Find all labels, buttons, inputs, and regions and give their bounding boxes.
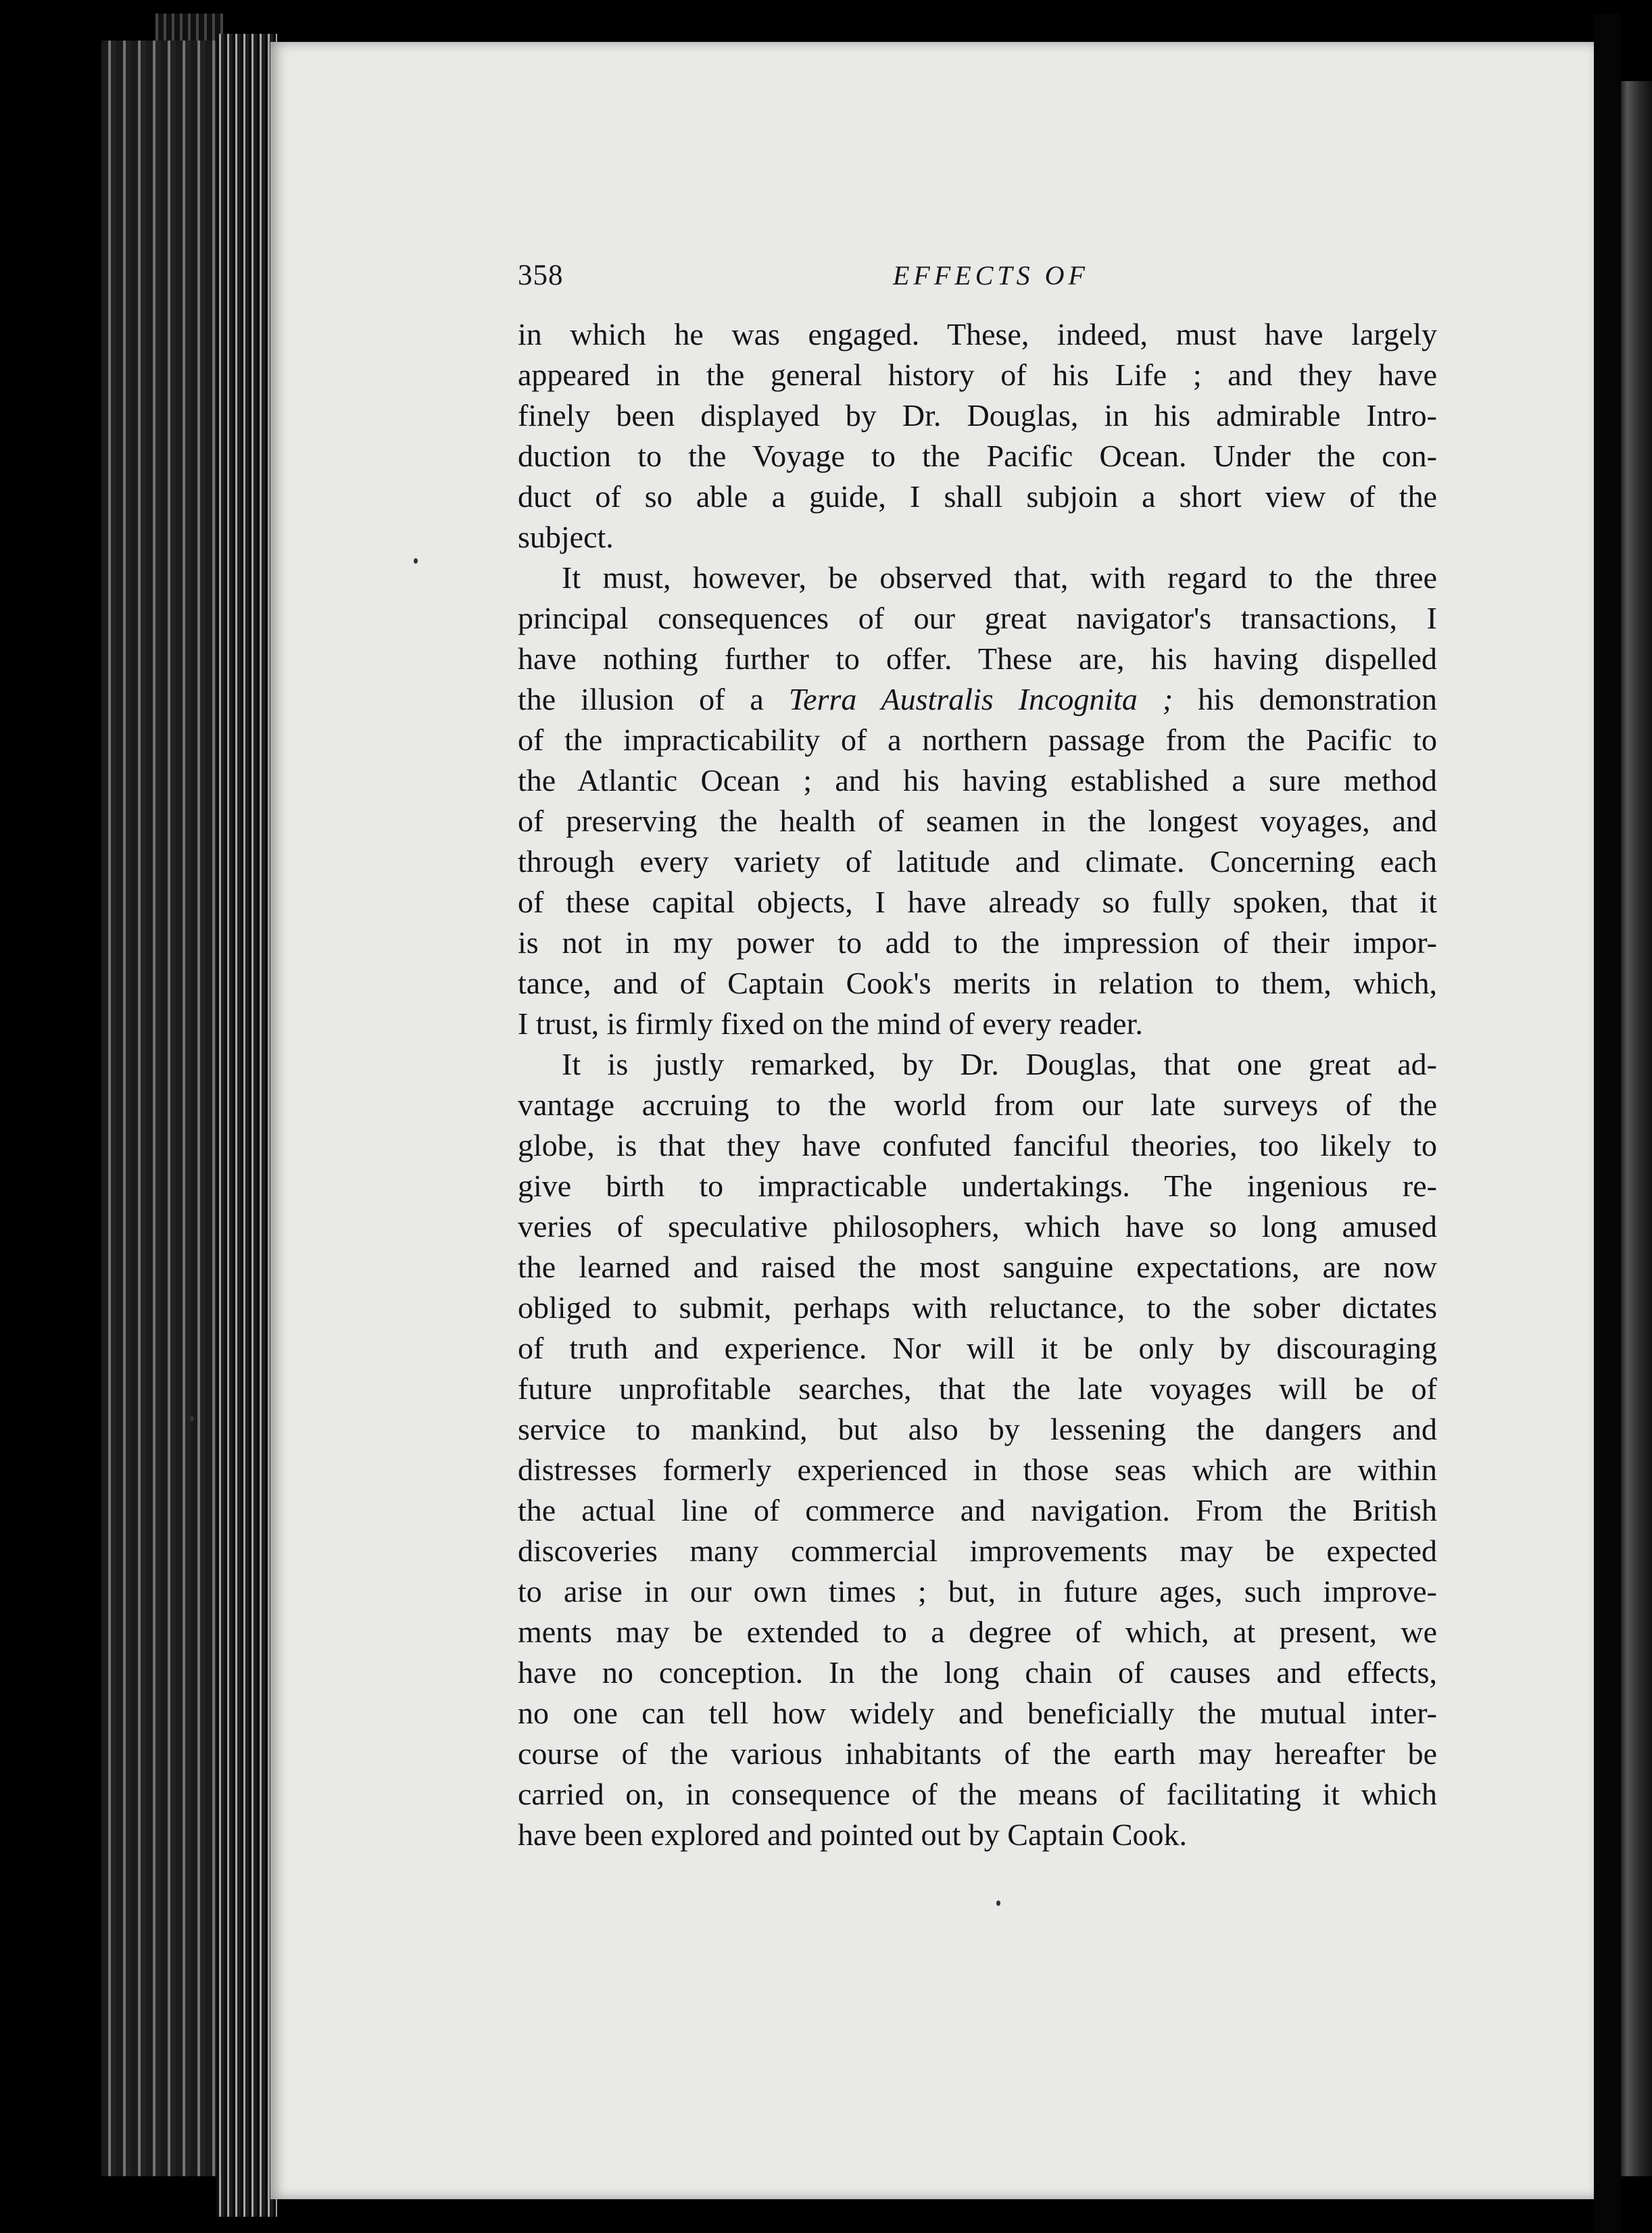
text-line: tance, and of Captain Cook's merits in relation to them, which, [518, 966, 1437, 1000]
text-line: It must, however, be observed that, with regard to the three [562, 560, 1437, 595]
text-line: principal consequences of our great navigator's transactions, I [518, 601, 1437, 635]
text-line: I trust, is firmly fixed on the mind of every reader. [518, 1006, 1143, 1041]
dust-speck [414, 558, 418, 564]
text-line: carried on, in consequence of the means of facilitating it which [518, 1777, 1437, 1811]
text-line: ments may be extended to a degree of which, at present, we [518, 1615, 1437, 1649]
text-line: the actual line of commerce and navigation. From the British [518, 1493, 1437, 1527]
body-text [518, 314, 1437, 1855]
text-line: in which he was engaged. These, indeed, must have largely [518, 317, 1437, 351]
text-line: distresses formerly experienced in those seas which are within [518, 1452, 1437, 1487]
text-line: have been explored and pointed out by Captain Cook. [518, 1817, 1188, 1852]
text-line: appeared in the general history of his Life ; and they have [518, 358, 1437, 392]
text-line: duct of so able a guide, I shall subjoin a short view of the [518, 479, 1437, 514]
text-line: future unprofitable searches, that the late voyages will be of [518, 1371, 1437, 1406]
text-line: vantage accruing to the world from our late surveys of the [518, 1087, 1437, 1122]
text-line: the learned and raised the most sanguine expectations, are now [518, 1250, 1437, 1284]
text-line: of the impracticability of a northern passage from the Pacific to [518, 722, 1437, 757]
running-head [518, 255, 1437, 296]
dust-speck [190, 1416, 194, 1421]
text-line: the Atlantic Ocean ; and his having established a sure method [518, 763, 1437, 798]
text-line: finely been displayed by Dr. Douglas, in his admirable Intro- [518, 398, 1437, 433]
text-line: obliged to submit, perhaps with reluctance, to the sober dictates [518, 1290, 1437, 1325]
text-line: of truth and experience. Nor will it be only by discouraging [518, 1331, 1437, 1365]
gutter-shadow [1594, 14, 1621, 2233]
italic-phrase: Terra Australis Incognita ; [788, 682, 1173, 716]
text-line: of preserving the health of seamen in the longest voyages, and [518, 804, 1437, 838]
running-title: EFFECTS OF [893, 260, 1089, 291]
book-spine-edge [216, 34, 277, 2217]
dust-speck [996, 1900, 1000, 1906]
text-line: It is justly remarked, by Dr. Douglas, that one great ad- [562, 1047, 1437, 1081]
text-segment: the illusion of a [518, 682, 789, 716]
text-line: discoveries many commercial improvements may be expected [518, 1533, 1437, 1568]
facing-page-edge [1621, 81, 1652, 2176]
page-number: 358 [518, 260, 564, 291]
text-line: no one can tell how widely and beneficially the mutual inter- [518, 1696, 1437, 1730]
text-line: veries of speculative philosophers, which have so long amused [518, 1209, 1437, 1244]
text-line: is not in my power to add to the impression of their impor- [518, 925, 1437, 960]
text-line: course of the various inhabitants of the earth may hereafter be [518, 1736, 1437, 1771]
text-line: have nothing further to offer. These are, his having dispelled [518, 641, 1437, 676]
text-line: service to mankind, but also by lessening the dangers and [518, 1412, 1437, 1446]
text-line: subject. [518, 520, 614, 554]
text-segment: his demonstration [1173, 682, 1437, 716]
text-line: globe, is that they have confuted fanciful theories, too likely to [518, 1128, 1437, 1162]
text-line: of these capital objects, I have already so fully spoken, that it [518, 885, 1437, 919]
text-line: give birth to impracticable undertakings. The ingenious re- [518, 1169, 1437, 1203]
text-line: through every variety of latitude and climate. Concerning each [518, 844, 1437, 879]
text-line: have no conception. In the long chain of causes and effects, [518, 1655, 1437, 1690]
text-line-with-italic [518, 679, 1437, 720]
text-line: to arise in our own times ; but, in future ages, such improve- [518, 1574, 1437, 1609]
text-line: duction to the Voyage to the Pacific Ocean. Under the con- [518, 439, 1437, 473]
